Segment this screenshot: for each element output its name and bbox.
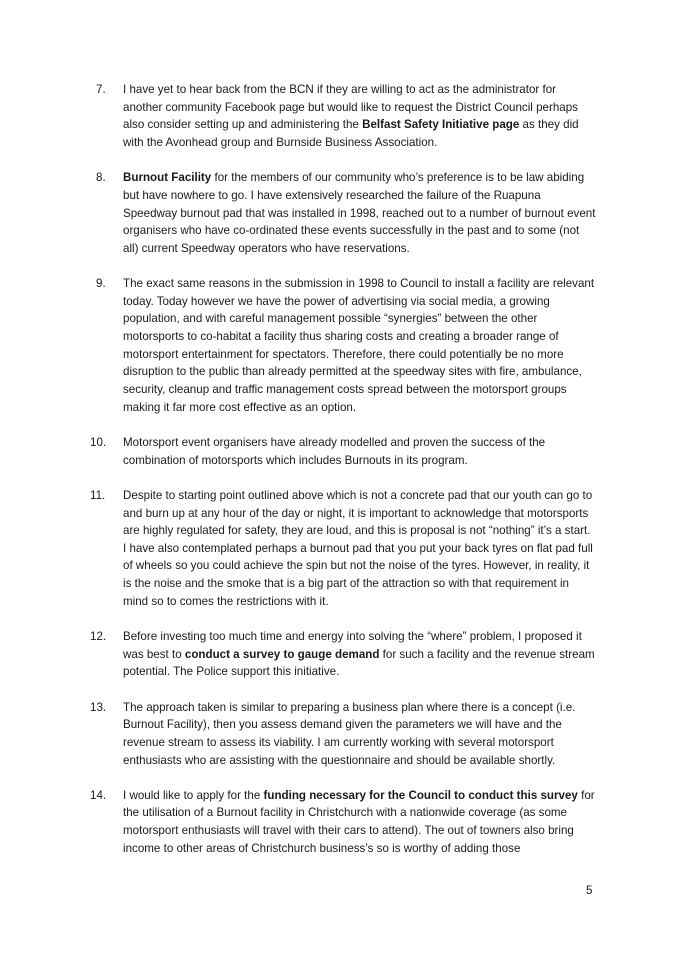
list-item-number: 13.: [90, 700, 107, 714]
list-item-number: 12.: [90, 630, 107, 644]
bold-phrase: Belfast Safety Initiative page: [362, 118, 520, 132]
text-run: for such a facility and the revenue stream potential. The Police support this initiative.: [123, 647, 595, 679]
list-item-text: [123, 83, 579, 149]
text-run: I have yet to hear back from the BCN if they are willing to act as the administrator for another community Facebook page but would like to request the District Council perhaps also consider setting up and administering the: [123, 83, 578, 132]
list-item: [96, 169, 596, 257]
list-item: [90, 699, 596, 770]
text-run: I would like to apply for the: [123, 788, 264, 802]
bold-phrase: conduct a survey to gauge demand: [184, 647, 380, 661]
list-item: [90, 628, 596, 681]
list-item: [96, 275, 596, 416]
text-run: for the members of our community who’s preference is to be law abiding but have nowhere to go. I have extensively researched the failure of the Ruapuna Speedway burnout pad that was installed in 1998, reached out to a number of burnout event organisers who have co-ordinated these events successfully in the past and to some (not all) current Speedway operators who have reservations.: [123, 171, 596, 255]
list-item-text: [123, 436, 545, 467]
page-number: 5: [586, 884, 593, 897]
list-item: [90, 487, 596, 611]
list-item-number: 10.: [90, 435, 107, 449]
text-run: for the utilisation of a Burnout facility in Christchurch with a nationwide coverage (as some motorsport enthusiasts will travel with their cars to attend). The out of towners also bring income to other areas of Christchurch business’s so is worthy of adding those: [123, 788, 595, 855]
list-item-text: [123, 171, 595, 255]
list-item-number: 14.: [90, 788, 107, 802]
numbered-list: [90, 81, 596, 875]
list-item-text: [123, 701, 575, 767]
list-item: [96, 81, 596, 152]
text-run: Before investing too much time and energy into solving the “where” problem, I proposed it was best to: [123, 630, 582, 661]
list-item-text: [123, 277, 594, 414]
list-item: [90, 787, 596, 858]
text-run: The exact same reasons in the submission in 1998 to Council to install a facility are relevant today. Today however we have the power of advertising via social media, a growing population, and with careful management possible “synergies” between the other motorsports to co-habitat a facility thus sharing costs and creating a broader range of motorsport entertainment for spectators. Therefore, there could potentially be no more disruption to the public than already permitted at the speedway sites with fire, ambulance, security, cleanup and traffic management costs spread between the motorsport groups making it far more cost effective as an option.: [123, 277, 595, 414]
list-item-text: [123, 630, 595, 678]
text-run: The approach taken is similar to preparing a business plan where there is a concept (i.e. Burnout Facility), then you assess demand given the parameters we will have and the revenue stream to assess its viability. I am currently working with several motorsport enthusiasts who are assisting with the questionnaire and should be available shortly.: [123, 700, 576, 767]
list-item-number: 9.: [96, 277, 106, 291]
list-item-number: 11.: [90, 488, 106, 502]
text-run: Despite to starting point outlined above which is not a concrete pad that our youth can go to and burn up at any hour of the day or night, it is important to acknowledge that motorsports are highly regulated for safety, they are loud, and this is proposal is not “nothing” it’s a start. I have also contemplated perhaps a burnout pad that you put your back tyres on flat pad full of wheels so you could achieve the spin but not the noise of the tyres. However, in reality, it is the noise and the smoke that is a big part of the attraction so with that requirement in mind so to comes the restrictions with it.: [123, 488, 593, 608]
bold-phrase: Burnout Facility: [123, 171, 212, 185]
text-run: Motorsport event organisers have already modelled and proven the success of the combination of motorsports which includes Burnouts in its program.: [123, 435, 546, 467]
list-item-number: 8.: [96, 171, 106, 185]
list-item-text: [123, 789, 595, 855]
bold-phrase: funding necessary for the Council to conduct this survey: [263, 788, 578, 802]
list-item-number: 7.: [96, 83, 106, 96]
list-item-text: [123, 489, 593, 608]
text-run: as they did with the Avonhead group and Burnside Business Association.: [123, 118, 579, 149]
list-item: [90, 434, 596, 469]
